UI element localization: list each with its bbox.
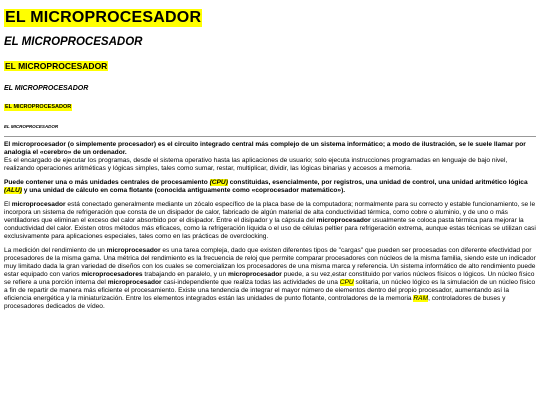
cooling-text-1: El — [4, 201, 12, 208]
paragraph-intro — [4, 141, 536, 173]
heading-h4: EL MICROPROCESADOR — [4, 85, 89, 92]
highlight-cpu: (CPU) — [209, 179, 228, 186]
perf-text-7: , controladores de buses y procesadores dedicados de vídeo. — [4, 295, 506, 310]
heading-h6: EL MICROPROCESADOR — [4, 124, 59, 129]
perf-bold-3: microprocesador — [227, 271, 282, 278]
highlight-alu: (ALU) — [4, 187, 22, 194]
cpu-text-3: y una unidad de cálculo en coma flotante (conocida antiguamente como «coprocesador matemático»). — [21, 187, 346, 194]
perf-text-6: solitaria, un núcleo lógico es la simulación de un núcleo físico a fin de repartir de manera más eficiente el procesamiento. Existe una tendencia de integrar el mayor número de elementos dentro del propio procesador, aumentando así la eficiencia energética y la miniaturización. Entre los elementos integrados están las unidades de punto flotante, controladores de la memoria — [4, 279, 536, 302]
perf-text-5: casi-independiente que realiza todas las actividades de una — [161, 279, 340, 286]
perf-bold-4: microprocesador — [107, 279, 162, 286]
highlight-ram: RAM — [413, 295, 429, 302]
perf-text-1: La medición del rendimiento de un — [4, 247, 107, 254]
cooling-bold-1: microprocesador — [11, 201, 66, 208]
heading-h5: EL MICROPROCESADOR — [5, 104, 72, 110]
heading-h3: EL MICROPROCESADOR — [5, 61, 108, 71]
cooling-text-2: está conectado generalmente mediante un zócalo específico de la placa base de la computadora; normalmente para su correcto y estable funcionamiento, se le incorpora un sistema de refrigeración que consta de un disipador de calor, fabricado de algún material de alta conductividad térmica, como cobre o aluminio, y de uno o más ventiladores que eliminan el exceso del calor absorbido por el disipador. Entre el disipador y la cápsula del — [4, 201, 536, 224]
heading-h1: EL MICROPROCESADOR — [5, 9, 202, 26]
intro-body-text: Es el encargado de ejecutar los programas, desde el sistema operativo hasta las aplicaciones de usuario; solo ejecuta instrucciones programadas en lenguaje de bajo nivel, realizando operaciones aritméticas y lógicas simples, tales como sumar, restar, multiplicar, dividir, las lógicas binarias y accesos a memoria. — [4, 157, 508, 172]
perf-text-4: puede, a su vez,estar constituido por varios núcleos físicos o lógicos. Un núcleo físico se refiere a una porción interna del — [4, 271, 535, 286]
perf-text-3: trabajando en paralelo, y un — [142, 271, 228, 278]
perf-bold-2: microprocesadores — [81, 271, 143, 278]
divider — [4, 136, 536, 137]
perf-bold-1: microprocesador — [106, 247, 161, 254]
paragraph-performance — [4, 247, 536, 311]
paragraph-cooling — [4, 201, 536, 241]
cpu-text-1: Puede contener una o más unidades centrales de procesamiento — [4, 179, 210, 186]
cooling-text-3: usualmente se coloca pasta térmica para mejorar la conductividad del calor. Existen otros métodos más eficaces, como la refrigeración líquida o el uso de células peltier para refrigeración extrema, aunque estas técnicas se utilizan casi exclusivamente para aplicaciones especiales, tales como en las prácticas de overclocking. — [4, 217, 536, 240]
intro-bold-text: El microprocesador (o simplemente procesador) es el circuito integrado central más complejo de un sistema informático; a modo de ilustración, se le suele llamar por analogía el «cerebro» de un ordenador. — [4, 141, 526, 156]
perf-text-2: es una tarea compleja, dado que existen diferentes tipos de "cargas" que pueden ser procesadas con diferente efectividad por procesadores de la misma gama. Una métrica del rendimiento es la frecuencia de reloj que permite comparar procesadores con núcleos de la misma familia, siendo este un indicador muy limitado dada la gran variedad de diseños con los cuales se comercializan los procesadores de una misma marca y referencia. Un sistema informático de alto rendimiento puede estar equipado con varios — [4, 247, 536, 278]
cooling-bold-2: microprocesador — [316, 217, 371, 224]
cpu-text-2: constituidas, esencialmente, por registros, una unidad de control, una unidad aritmético lógica — [227, 179, 528, 186]
highlight-cpu-2: CPU — [339, 279, 354, 286]
paragraph-cpu — [4, 179, 536, 195]
heading-h2: EL MICROPROCESADOR — [4, 36, 143, 48]
